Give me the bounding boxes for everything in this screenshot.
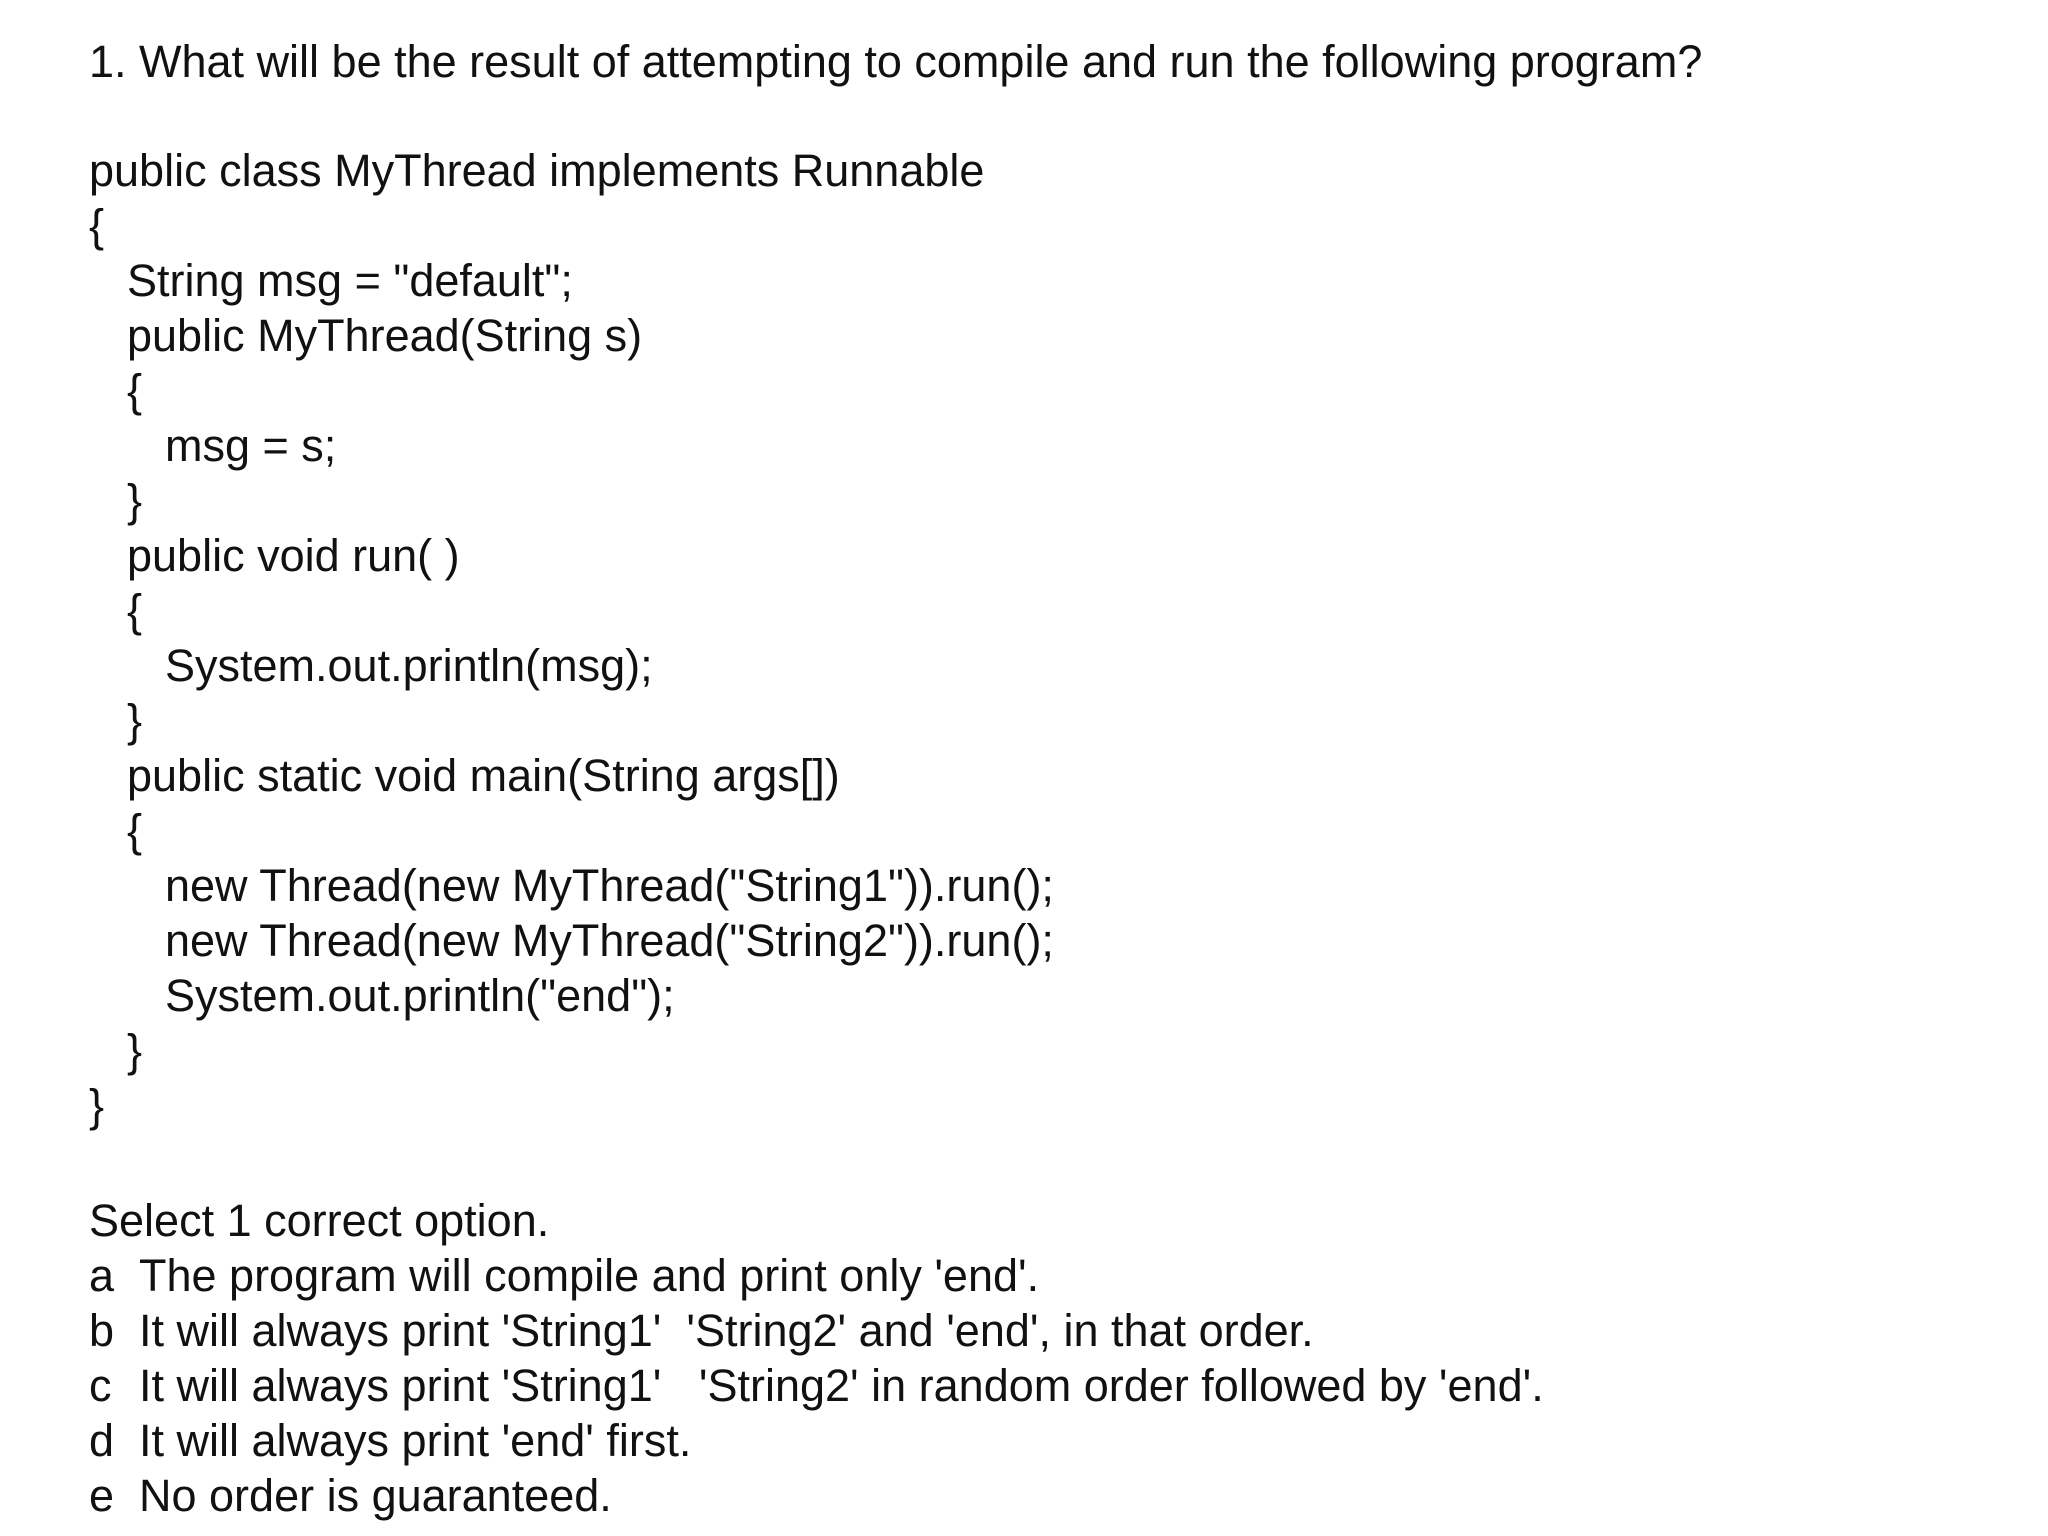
code-line: {	[89, 200, 105, 251]
code-line: String msg = "default";	[127, 255, 573, 306]
code-line: new Thread(new MyThread("String2")).run();	[165, 915, 1054, 966]
code-line: msg = s;	[165, 420, 337, 471]
option-text: The program will compile and print only 'end'.	[139, 1250, 1040, 1301]
code-line: }	[127, 1025, 143, 1076]
option-letter: b	[89, 1305, 115, 1356]
code-line: }	[89, 1080, 105, 1131]
option-d	[89, 1413, 691, 1469]
option-letter: d	[89, 1415, 115, 1466]
code-line: public static void main(String args[])	[127, 750, 840, 801]
question-text: 1. What will be the result of attempting to compile and run the following program?	[89, 36, 1703, 87]
option-text: No order is guaranteed.	[139, 1470, 612, 1521]
code-line: public void run( )	[127, 530, 460, 581]
option-b	[89, 1303, 1314, 1359]
code-line: public MyThread(String s)	[127, 310, 643, 361]
option-text: It will always print 'end' first.	[139, 1415, 692, 1466]
option-a	[89, 1248, 1039, 1304]
code-line: }	[127, 695, 143, 746]
option-text: It will always print 'String1' 'String2' and 'end', in that order.	[139, 1305, 1314, 1356]
code-line: new Thread(new MyThread("String1")).run();	[165, 860, 1054, 911]
code-line: {	[127, 365, 143, 416]
code-line: {	[127, 585, 143, 636]
option-letter: c	[89, 1360, 112, 1411]
code-line: {	[127, 805, 143, 856]
option-letter: a	[89, 1250, 115, 1301]
option-letter: e	[89, 1470, 115, 1521]
code-line: }	[127, 475, 143, 526]
option-e	[89, 1468, 612, 1524]
option-text: It will always print 'String1' 'String2' in random order followed by 'end'.	[139, 1360, 1544, 1411]
code-line: System.out.println("end");	[165, 970, 675, 1021]
option-c	[89, 1358, 1544, 1414]
instruction-text: Select 1 correct option.	[89, 1195, 550, 1246]
code-line: public class MyThread implements Runnable	[89, 145, 985, 196]
code-line: System.out.println(msg);	[165, 640, 653, 691]
